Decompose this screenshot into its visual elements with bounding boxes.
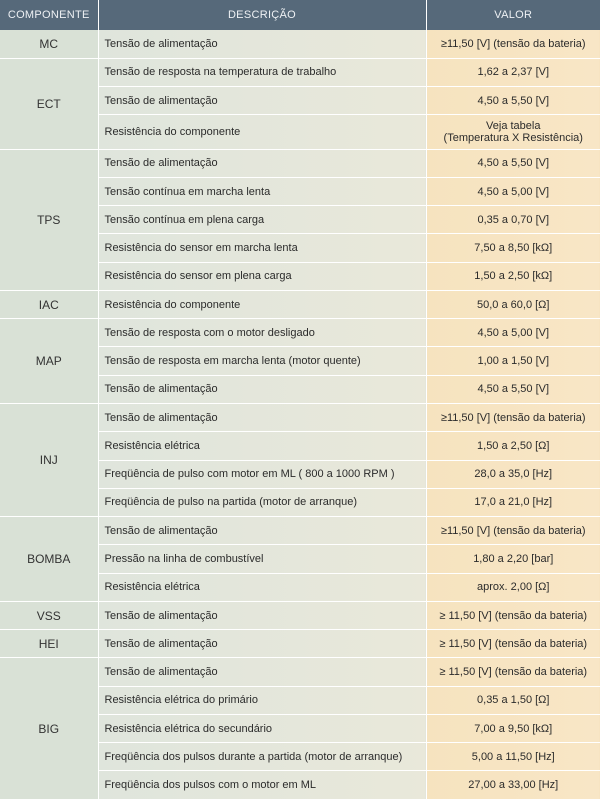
value-cell: 7,00 a 9,50 [kΩ] [426, 714, 600, 742]
value-cell: 27,00 a 33,00 [Hz] [426, 771, 600, 800]
value-cell: 0,35 a 0,70 [V] [426, 206, 600, 234]
value-cell: 4,50 a 5,50 [V] [426, 87, 600, 115]
component-name: BOMBA [0, 517, 98, 602]
table-row [0, 630, 600, 658]
value-cell: 1,50 a 2,50 [Ω] [426, 432, 600, 460]
value-cell: ≥11,50 [V] (tensão da bateria) [426, 404, 600, 432]
component-name: BIG [0, 658, 98, 800]
description-cell: Tensão de alimentação [98, 149, 426, 177]
header-component: COMPONENTE [0, 0, 98, 30]
description-cell: Tensão de alimentação [98, 30, 426, 58]
component-name: MC [0, 30, 98, 58]
value-line: (Temperatura X Resistência) [443, 131, 583, 144]
value-cell: 4,50 a 5,00 [V] [426, 319, 600, 347]
table-row [0, 149, 600, 177]
value-cell: ≥11,50 [V] (tensão da bateria) [426, 30, 600, 58]
component-name: MAP [0, 319, 98, 404]
description-cell: Freqüência dos pulsos com o motor em ML [98, 771, 426, 800]
table-row [0, 517, 600, 545]
description-cell: Resistência do sensor em plena carga [98, 262, 426, 290]
value-cell: 4,50 a 5,00 [V] [426, 177, 600, 205]
description-cell: Tensão de resposta em marcha lenta (motor quente) [98, 347, 426, 375]
component-name: VSS [0, 601, 98, 629]
description-cell: Tensão de alimentação [98, 517, 426, 545]
description-cell: Resistência elétrica [98, 432, 426, 460]
header-description: DESCRIÇÃO [98, 0, 426, 30]
component-name: IAC [0, 290, 98, 318]
value-cell: 1,80 a 2,20 [bar] [426, 545, 600, 573]
value-cell: 5,00 a 11,50 [Hz] [426, 743, 600, 771]
description-cell: Freqüência dos pulsos durante a partida (motor de arranque) [98, 743, 426, 771]
description-cell: Tensão de resposta com o motor desligado [98, 319, 426, 347]
description-cell: Resistência elétrica [98, 573, 426, 601]
value-cell: 50,0 a 60,0 [Ω] [426, 290, 600, 318]
description-cell: Freqüência de pulso com motor em ML ( 800 a 1000 RPM ) [98, 460, 426, 488]
description-cell: Resistência do sensor em marcha lenta [98, 234, 426, 262]
value-cell: 0,35 a 1,50 [Ω] [426, 686, 600, 714]
value-cell: 7,50 a 8,50 [kΩ] [426, 234, 600, 262]
component-name: INJ [0, 404, 98, 517]
value-cell: 4,50 a 5,50 [V] [426, 149, 600, 177]
header-row [0, 0, 600, 30]
value-cell: 28,0 a 35,0 [Hz] [426, 460, 600, 488]
description-cell: Tensão de alimentação [98, 601, 426, 629]
value-cell [426, 115, 600, 149]
table-header [0, 0, 600, 30]
description-cell: Tensão de resposta na temperatura de trabalho [98, 58, 426, 86]
value-line: Veja tabela [486, 119, 541, 132]
description-cell: Tensão de alimentação [98, 658, 426, 686]
description-cell: Tensão contínua em plena carga [98, 206, 426, 234]
value-cell: 17,0 a 21,0 [Hz] [426, 488, 600, 516]
value-cell: ≥ 11,50 [V] (tensão da bateria) [426, 630, 600, 658]
description-cell: Tensão de alimentação [98, 375, 426, 403]
component-name: HEI [0, 630, 98, 658]
value-cell: aprox. 2,00 [Ω] [426, 573, 600, 601]
table-row [0, 658, 600, 686]
description-cell: Freqüência de pulso na partida (motor de arranque) [98, 488, 426, 516]
value-cell: 1,00 a 1,50 [V] [426, 347, 600, 375]
value-cell: 4,50 a 5,50 [V] [426, 375, 600, 403]
value-cell: ≥11,50 [V] (tensão da bateria) [426, 517, 600, 545]
table-row [0, 290, 600, 318]
table-row [0, 601, 600, 629]
description-cell: Tensão de alimentação [98, 87, 426, 115]
table-row [0, 58, 600, 86]
value-cell: ≥ 11,50 [V] (tensão da bateria) [426, 601, 600, 629]
component-name: TPS [0, 149, 98, 290]
description-cell: Resistência elétrica do primário [98, 686, 426, 714]
component-name: ECT [0, 58, 98, 149]
description-cell: Tensão contínua em marcha lenta [98, 177, 426, 205]
value-cell: ≥ 11,50 [V] (tensão da bateria) [426, 658, 600, 686]
description-cell: Resistência elétrica do secundário [98, 714, 426, 742]
description-cell: Resistência do componente [98, 115, 426, 149]
description-cell: Tensão de alimentação [98, 630, 426, 658]
table-row [0, 30, 600, 58]
description-cell: Pressão na linha de combustível [98, 545, 426, 573]
value-cell: 1,50 a 2,50 [kΩ] [426, 262, 600, 290]
header-value: VALOR [426, 0, 600, 30]
table-body [0, 30, 600, 800]
table-row [0, 404, 600, 432]
description-cell: Resistência do componente [98, 290, 426, 318]
value-cell: 1,62 a 2,37 [V] [426, 58, 600, 86]
description-cell: Tensão de alimentação [98, 404, 426, 432]
table-row [0, 319, 600, 347]
